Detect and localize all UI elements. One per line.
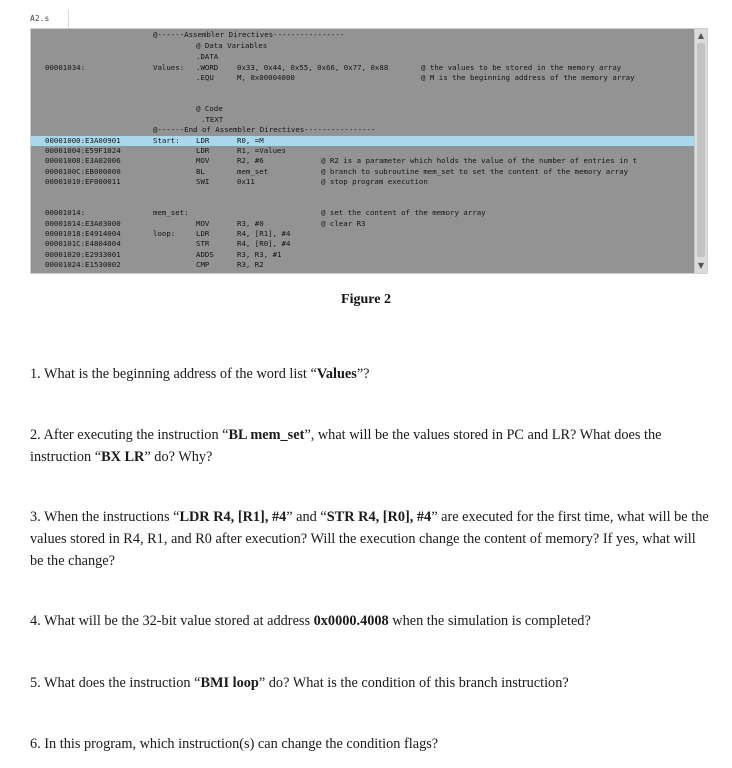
code-opcode: LDR — [196, 136, 210, 145]
code-directive: .TEXT — [201, 115, 224, 124]
question-4: 4. What will be the 32-bit value stored at address 0x0000.4008 when the simulation is completed? — [30, 613, 591, 629]
code-comment: @ branch to subroutine mem_set to set the content of the memory array — [321, 167, 629, 176]
vertical-scrollbar[interactable] — [694, 29, 707, 273]
code-comment: @ clear R3 — [321, 219, 366, 228]
code-operands: 0x11 — [237, 177, 255, 186]
code-opcode: .EQU — [196, 73, 214, 82]
code-directive: @------Assembler Directives---------------- — [153, 30, 345, 39]
code-comment: @ stop program execution — [321, 177, 428, 186]
code-opcode: MOV — [196, 219, 210, 228]
code-comment: @ M is the beginning address of the memory array — [421, 73, 635, 82]
code-comment: @ R2 is a parameter which holds the value of the number of entries in t — [321, 156, 637, 165]
code-address: 0000100C:EB000000 — [45, 167, 121, 176]
code-operands: mem_set — [237, 167, 269, 176]
code-operands: R1, =Values — [237, 146, 286, 155]
code-operands: R3, #0 — [237, 219, 264, 228]
code-operands: R4, [R0], #4 — [237, 239, 291, 248]
question-1: 1. What is the beginning address of the word list “Values”? — [30, 366, 370, 382]
scrollbar-thumb[interactable] — [697, 43, 705, 257]
code-opcode: .WORD — [196, 63, 219, 72]
question-6: 6. In this program, which instruction(s) can change the condition flags? — [30, 736, 439, 752]
code-opcode: LDR — [196, 146, 210, 155]
code-address: 00001014:E3A03000 — [45, 219, 121, 228]
scroll-up-arrow-icon[interactable]: ▲ — [697, 31, 705, 40]
code-directive: @ Data Variables — [196, 41, 268, 50]
code-operands: R0, =M — [237, 136, 264, 145]
question-5: 5. What does the instruction “BMI loop” do? What is the condition of this branch instruction? — [30, 675, 569, 691]
code-opcode: BL — [196, 167, 205, 176]
code-opcode: CMP — [196, 260, 210, 269]
current-line-highlight — [31, 136, 695, 146]
code-operands: M, 0x00004000 — [237, 73, 295, 82]
code-comment: @ the values to be stored in the memory array — [421, 63, 622, 72]
code-operands: R3, R3, #1 — [237, 250, 282, 259]
file-tab[interactable]: A2.s — [30, 14, 50, 23]
question-2: 2. After executing the instruction “BL mem_set”, what will be the values stored in PC and LR? What does the instruction “BX LR” do? Why? — [30, 427, 662, 465]
code-address: 00001014: — [45, 208, 86, 217]
code-operands: 0x33, 0x44, 0x55, 0x66, 0x77, 0x88 — [237, 63, 389, 72]
code-address: 00001010:EF000011 — [45, 177, 121, 186]
code-operands: R2, #6 — [237, 156, 264, 165]
code-directive: @------End of Assembler Directives---------------- — [153, 125, 376, 134]
code-opcode: LDR — [196, 229, 210, 238]
code-address: 00001018:E4914004 — [45, 229, 121, 238]
code-address: 00001000:E3A00901 — [45, 136, 121, 145]
scroll-down-arrow-icon[interactable]: ▼ — [697, 261, 705, 270]
code-address: 0000101C:E4804004 — [45, 239, 121, 248]
code-address: 00001004:E59F1024 — [45, 146, 121, 155]
code-directive: .DATA — [196, 52, 219, 61]
code-directive: @ Code — [196, 104, 223, 113]
code-comment: @ set the content of the memory array — [321, 208, 486, 217]
code-label: Start: — [153, 136, 180, 145]
code-address: 00001020:E2933001 — [45, 250, 121, 259]
code-opcode: MOV — [196, 156, 210, 165]
code-address: 00001008:E3A02006 — [45, 156, 121, 165]
code-address: 00001024:E1530002 — [45, 260, 121, 269]
code-editor[interactable] — [30, 28, 708, 274]
code-opcode: STR — [196, 239, 210, 248]
code-operands: R4, [R1], #4 — [237, 229, 291, 238]
code-opcode: ADDS — [196, 250, 214, 259]
code-opcode: SWI — [196, 177, 210, 186]
code-label: Values: — [153, 63, 185, 72]
code-label: mem_set: — [153, 208, 189, 217]
code-label: loop: — [153, 229, 176, 238]
code-operands: R3, R2 — [237, 260, 264, 269]
figure-caption: Figure 2 — [341, 292, 391, 307]
code-address: 00001034: — [45, 63, 86, 72]
question-3: 3. When the instructions “LDR R4, [R1], #4” and “STR R4, [R0], #4” are executed for the first time, what will be the values stored in R4, R1, and R0 after execution? Will the execution change the content of memory? If yes, what will be the change? — [30, 509, 709, 569]
